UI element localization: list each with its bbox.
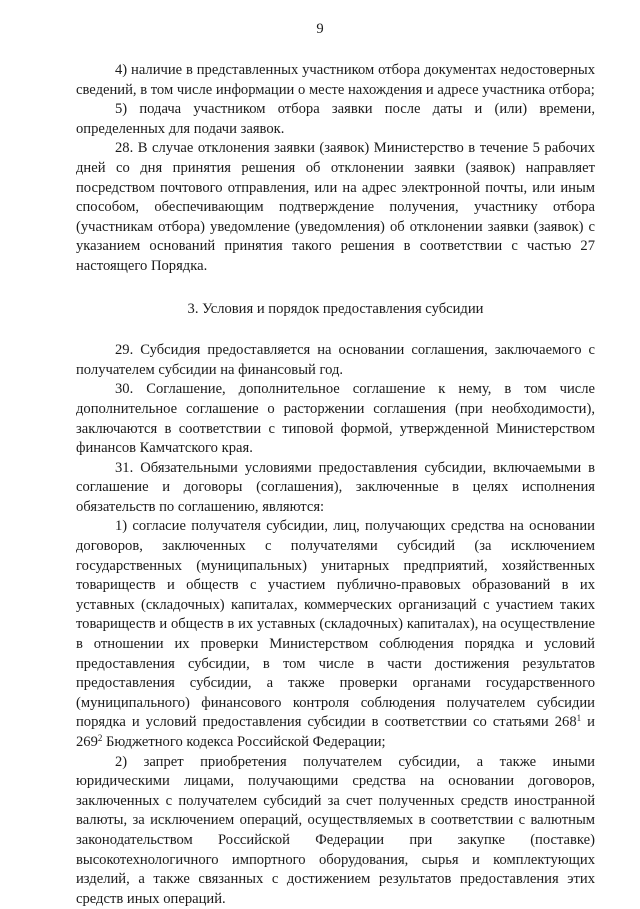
paragraph-item-4: 4) наличие в представленных участником отбора документах недостоверных сведений, в том числе информации о месте нахождения и адресе участника отбора; [76, 62, 595, 98]
item-1-text-end: Бюджетного кодекса Российской Федерации; [102, 734, 386, 750]
superscript-1: 1 [576, 713, 582, 724]
paragraph-28: 28. В случае отклонения заявки (заявок) Министерство в течение 5 рабочих дней со дня принятия решения об отклонении заявки (заявок) направляет посредством почтового отправления, или на адрес электронной почты, или иным способом, обеспечивающим подтверждение получения, участнику отбора (участникам отбора) уведомление (уведомления) об отклонении заявки (заявок) с указанием оснований принятия такого решения в соответствии с частью 27 настоящего Порядка. [76, 140, 595, 274]
paragraph-29: 29. Субсидия предоставляется на основании соглашения, заключаемого с получателем субсидии на финансовый год. [76, 342, 595, 378]
item-1-text-start: 1) согласие получателя субсидии, лиц, получающих средства на основании договоров, заключенных с получателями субсидий (за исключением государственных (муниципальных) унитарных предприятий, хозяйственных товариществ и обществ с участием публично-правовых образований в их уставных (складочных) капиталах, коммерческих организаций с участием таких товариществ и обществ в их уставных (складочных) капиталах), на осуществление в отношении их проверки Министерством соблюдения порядка и условий предоставления субсидии, в том числе в части достижения результатов предоставления субсидии, а также проверки органами государственного (муниципального) финансового контроля соблюдения получателем субсидии порядка и условий предоставления субсидии в соответствии со статьями 268 [76, 518, 595, 731]
item-1-text-middle: и 269 [76, 714, 595, 750]
superscript-2: 2 [97, 733, 103, 743]
paragraph-31-item-2: 2) запрет приобретения получателем субсидии, а также иными юридическими лицами, получающими средства на основании договоров, заключенных с получателем субсидий за счет полученных средств иностранной валюты, за исключением операций, осуществляемых в соответствии с валютным законодательством Российской Федерации при закупке (поставке) высокотехнологичного импортного оборудования, сырья и комплектующих изделий, а также связанных с достижением результатов предоставления этих средств иных операций. [76, 753, 595, 907]
page-number: 9 [316, 21, 324, 37]
paragraph-item-5: 5) подача участником отбора заявки после даты и (или) времени, определенных для подачи заявок. [76, 101, 595, 137]
paragraph-31-item-1 [76, 517, 595, 752]
section-heading: 3. Условия и порядок предоставления субсидии [187, 300, 484, 317]
paragraph-31: 31. Обязательными условиями предоставления субсидии, включаемыми в соглашение и договоры (соглашения), заключенные в целях исполнения обязательств по соглашению, являются: [76, 459, 595, 515]
document-body [76, 61, 595, 909]
paragraph-30: 30. Соглашение, дополнительное соглашение к нему, в том числе дополнительное соглашение о расторжении соглашения (при необходимости), заключаются в соответствии с типовой формой, утвержденной Министерством финансов Камчатского края. [76, 381, 595, 457]
